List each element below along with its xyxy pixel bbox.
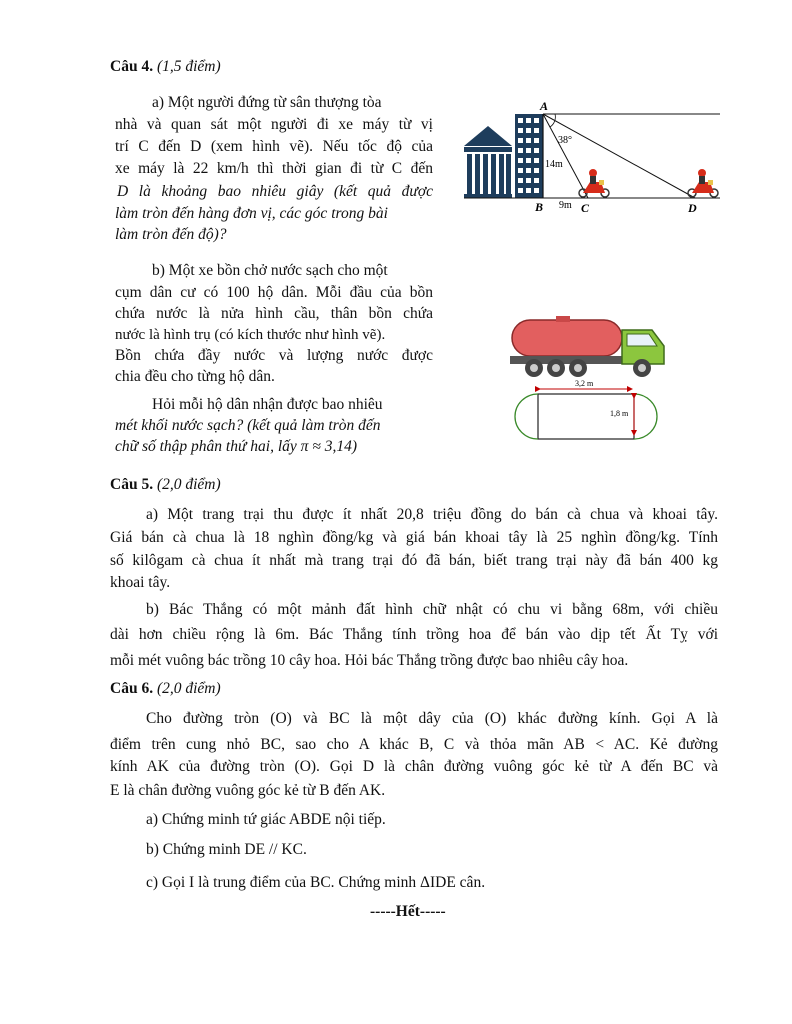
q5-line: mỗi mét vuông bác trồng 10 cây hoa. Hỏi bác Thắng trồng được bao nhiêu cây hoa. [110, 652, 629, 669]
q5-line: a) Một trang trại thu được ít nhất 20,8 triệu đồng do bán cà chua và khoai tây. [146, 506, 718, 523]
q4a-line: trí C đến D (xem hình vẽ). Nếu tốc độ của [115, 138, 433, 155]
q4-title [110, 57, 221, 77]
q4b-line: nước là hình trụ (có kích thước như hình vẽ). [115, 327, 386, 343]
q4a-line: làm tròn đến độ)? [115, 226, 227, 243]
q4b-line: chia đều cho từng hộ dân. [115, 368, 275, 385]
q4b-line: Bồn chứa đầy nước và lượng nước được [115, 347, 433, 364]
q6-heading: Câu 6. [110, 680, 154, 697]
q5-heading: Câu 5. [110, 476, 154, 493]
q4a-line: a) Một người đứng từ sân thượng tòa [152, 94, 382, 111]
label-length: 3,2 m [575, 379, 594, 388]
q5-line: số kilôgam cà chua ít nhất mà trang trại đó đã bán, biết trang trại này đã bán 400 kg [110, 552, 718, 569]
q6-part-a: a) Chứng minh tứ giác ABDE nội tiếp. [146, 811, 386, 828]
tower [515, 114, 543, 198]
label-b: B [535, 200, 544, 214]
motorbike-c-icon [579, 169, 609, 197]
building-figure [462, 96, 732, 220]
water-truck-icon [510, 316, 664, 377]
label-bc: 9m [559, 200, 572, 211]
q5-line: dài hơn chiều rộng là 6m. Bác Thắng tính trồng hoa để bán vào dịp tết Ất Tỵ với [110, 626, 718, 643]
q4-heading: Câu 4. [110, 58, 154, 75]
q4a-line: nhà và quan sát một người đi xe máy từ vị [115, 116, 433, 133]
q6-part-c: c) Gọi I là trung điểm của BC. Chứng minh ΔIDE cân. [146, 874, 486, 891]
building-roof [464, 126, 512, 146]
q4-points: (1,5 điểm) [156, 58, 221, 75]
q4a-line: xe máy là 22 km/h thì thời gian đi từ C đến [115, 160, 433, 177]
q6-part-b: b) Chứng minh DE // KC. [146, 841, 307, 858]
q5-line: khoai tây. [110, 574, 171, 591]
q6-points: (2,0 điểm) [156, 680, 221, 697]
q5-line: Giá bán cà chua là 18 nghìn đồng/kg và giá bán khoai tây là 25 nghìn đồng/kg. Tính [110, 529, 718, 546]
q6-line: kính AK của đường tròn (O). Gọi D là chân đường vuông góc kẻ từ A đến BC và [110, 758, 718, 775]
q4b-line: Hỏi mỗi hộ dân nhận được bao nhiêu [152, 396, 383, 413]
motorbike-d-icon [688, 169, 718, 197]
tank-figure [506, 316, 672, 444]
label-d: D [688, 201, 697, 215]
q5-line: b) Bác Thắng có một mảnh đất hình chữ nhật có chu vi bằng 68m, với chiều [146, 601, 718, 618]
label-diameter: 1,8 m [610, 409, 629, 418]
q4b-line: chứa nước là nửa hình cầu, thân bồn chứa [115, 305, 433, 322]
label-angle: 38° [558, 135, 572, 146]
q6-title [110, 679, 221, 699]
q5-points: (2,0 điểm) [156, 476, 221, 493]
q4b-line: chữ số thập phân thứ hai, lấy π ≈ 3,14) [115, 438, 357, 455]
q6-line: E là chân đường vuông góc kẻ từ B đến AK. [110, 782, 386, 799]
label-height: 14m [545, 159, 563, 170]
q4b-line: mét khối nước sạch? (kết quả làm tròn đến [115, 417, 381, 434]
label-c: C [581, 201, 590, 215]
q4b-line: cụm dân cư có 100 hộ dân. Mỗi đầu của bồn [115, 284, 433, 301]
q4a-line: làm tròn đến hàng đơn vị, các góc trong bài [115, 205, 388, 222]
label-a: A [540, 99, 549, 113]
end-marker: -----Hết----- [370, 903, 446, 920]
q4a-line: D là khoảng bao nhiêu giây (kết quả được [117, 183, 433, 200]
q4b-line: b) Một xe bồn chở nước sạch cho một [152, 262, 388, 279]
q6-line: điểm trên cung nhỏ BC, sao cho A khác B, C và thỏa mãn AB < AC. Kẻ đường [110, 736, 718, 753]
q5-title [110, 475, 221, 495]
q6-line: Cho đường tròn (O) và BC là một dây của (O) khác đường kính. Gọi A là [146, 710, 718, 727]
